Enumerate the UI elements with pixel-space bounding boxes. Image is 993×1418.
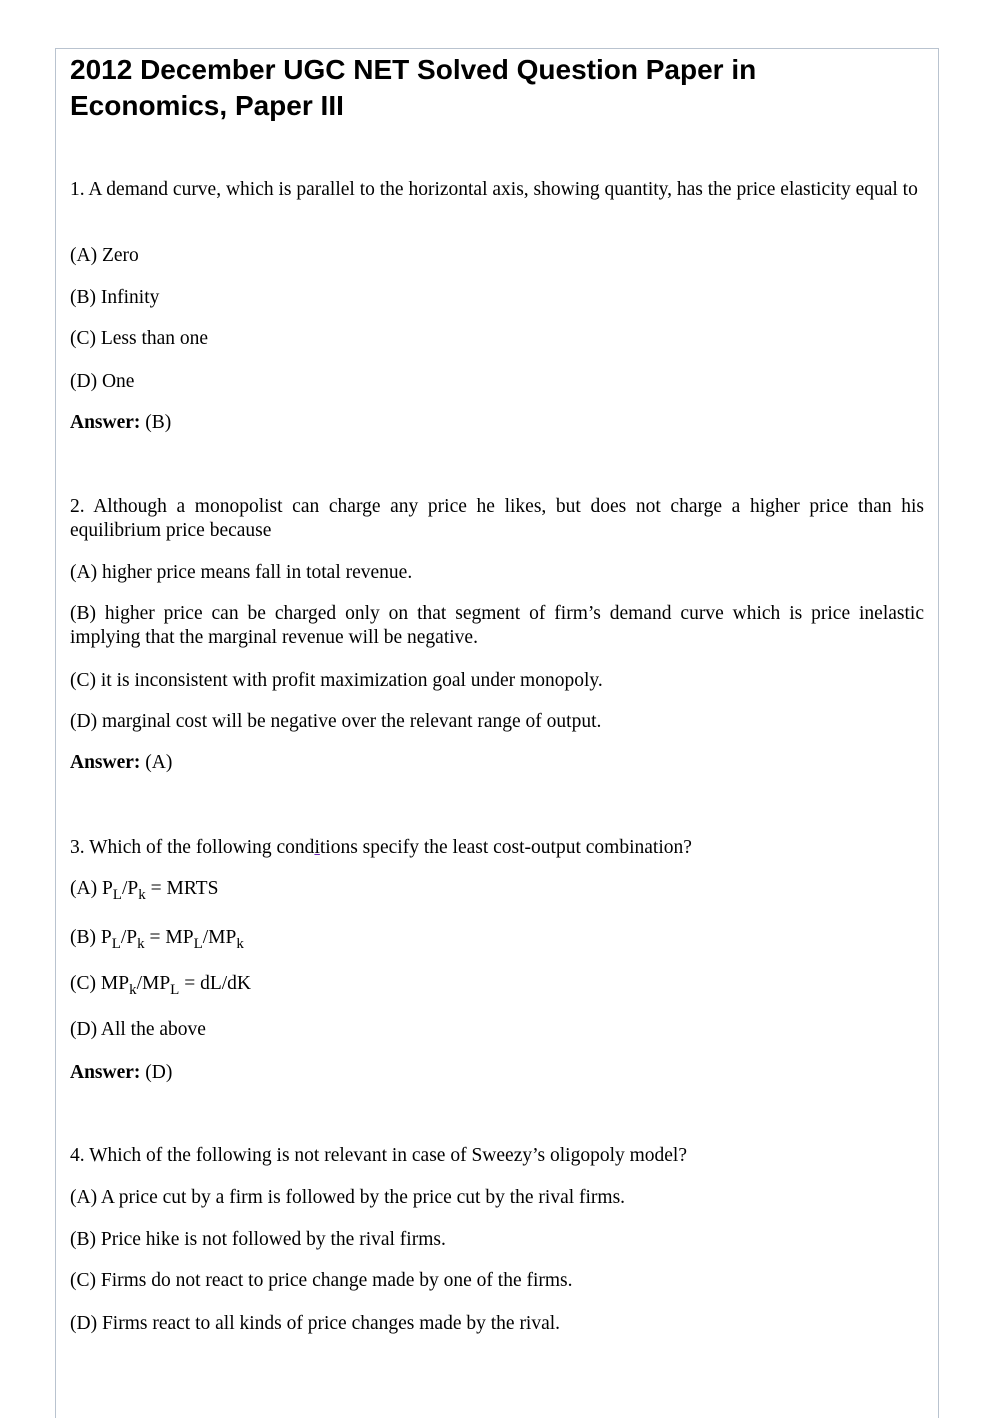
q1-answer: [70, 411, 924, 435]
option-text: /MP: [136, 973, 171, 994]
answer-value: (A): [145, 752, 173, 773]
page-title: 2012 December UGC NET Solved Question Paper in Economics, Paper III: [70, 54, 757, 121]
q1-option-a: (A) Zero: [70, 245, 139, 266]
answer-label: Answer:: [70, 412, 141, 433]
q1-option-d: (D) One: [70, 371, 135, 392]
option-text: (C) MP: [70, 973, 130, 994]
answer-value: (B): [145, 412, 172, 433]
subscript: k: [236, 936, 244, 952]
q4-option-d: (D) Firms react to all kinds of price changes made by the rival.: [70, 1313, 561, 1334]
q3-text-part: tions specify the least cost-output combination?: [319, 837, 692, 858]
q4-option-a: (A) A price cut by a firm is followed by the price cut by the rival firms.: [70, 1187, 626, 1208]
q4-option-b: (B) Price hike is not followed by the rival firms.: [70, 1229, 446, 1250]
option-text: (A) P: [70, 878, 113, 899]
subscript: k: [137, 936, 145, 952]
answer-label: Answer:: [70, 752, 141, 773]
q2-option-c: (C) it is inconsistent with profit maximization goal under monopoly.: [70, 670, 603, 691]
subscript: L: [112, 887, 122, 903]
subscript: k: [138, 887, 146, 903]
q3-option-d: (D) All the above: [70, 1019, 206, 1040]
q1-option-b: (B) Infinity: [70, 287, 160, 308]
subscript: L: [193, 936, 203, 952]
option-text: = MRTS: [145, 878, 219, 899]
q4-option-c: (C) Firms do not react to price change made by one of the firms.: [70, 1270, 573, 1291]
answer-label: Answer:: [70, 1062, 141, 1083]
option-text: /MP: [202, 927, 237, 948]
q2-option-d: (D) marginal cost will be negative over the relevant range of output.: [70, 711, 602, 732]
subscript: L: [170, 982, 180, 998]
subscript: k: [129, 982, 137, 998]
q1-option-c: (C) Less than one: [70, 328, 209, 349]
answer-value: (D): [145, 1062, 173, 1083]
option-text: /P: [121, 878, 139, 899]
question-2-text: 2. Although a monopolist can charge any price he likes, but does not charge a higher price than his equilibrium price because: [70, 496, 924, 541]
option-text: = MP: [144, 927, 194, 948]
question-1-text: 1. A demand curve, which is parallel to the horizontal axis, showing quantity, has the price elasticity equal to: [70, 179, 918, 200]
option-text: = dL/dK: [179, 973, 252, 994]
q3-option-a: [70, 877, 924, 901]
q2-answer: [70, 751, 924, 775]
question-3-text: [70, 836, 924, 860]
q3-marked-char: i: [314, 837, 320, 858]
q3-option-c: [70, 972, 924, 996]
question-4-text: 4. Which of the following is not relevant in case of Sweezy’s oligopoly model?: [70, 1145, 688, 1166]
subscript: L: [111, 936, 121, 952]
option-text: /P: [120, 927, 138, 948]
q3-text-part: 3. Which of the following cond: [70, 837, 315, 858]
q2-option-a: (A) higher price means fall in total revenue.: [70, 562, 413, 583]
q3-option-b: [70, 926, 924, 950]
q2-option-b: (B) higher price can be charged only on that segment of firm’s demand curve which is price inelastic implying that the marginal revenue will be negative.: [70, 603, 924, 648]
option-text: (B) P: [70, 927, 112, 948]
q3-answer: [70, 1061, 924, 1085]
